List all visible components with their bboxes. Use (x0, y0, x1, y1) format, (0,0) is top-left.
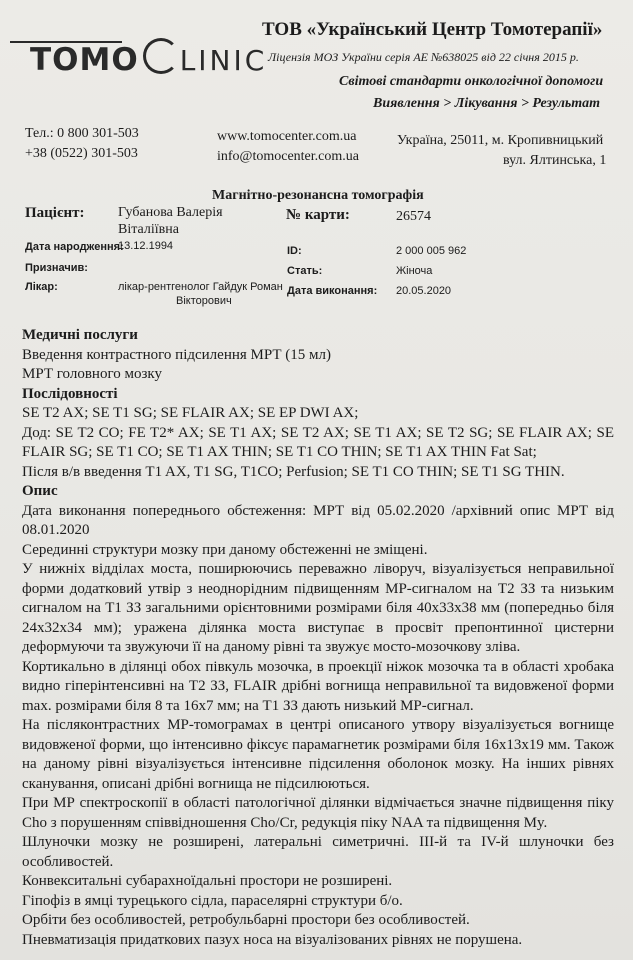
logo-c-mark (143, 38, 179, 74)
doctor-line-1: лікар-рентгенолог Гайдук Роман (118, 281, 283, 293)
description-heading: Опис (22, 483, 58, 499)
tomoclinic-logo (30, 38, 267, 78)
email: info@tomocenter.com.ua (217, 149, 359, 164)
phone-2: +38 (0522) 301-503 (25, 146, 138, 161)
patient-name-2: Віталіївна (118, 222, 179, 237)
patient-label: Пацієнт: (25, 205, 85, 221)
description-paragraph: Кортикально в ділянці обох півкуль мозочка, в проекції ніжок мозочка та в області хробака видно гіперінтенсивні на Т2 ЗЗ, FLAIR дрібні вогнища неправильної та видовженої форми max. розмірами біля 8 та 16х7 мм; на Т1 ЗЗ дають низький МР-сигнал. (22, 658, 614, 714)
description-paragraph: Гіпофіз в ямці турецького сідла, параселярні структури б/о. (22, 892, 403, 909)
service-item: МРТ головного мозку (22, 366, 162, 382)
sequences-heading: Послідовності (22, 385, 118, 402)
description-paragraph: Шлуночки мозку не розширені, латеральні симетричні. ІІІ-й та IV-й шлуночки без особливостей. (22, 834, 614, 870)
card-number: 26574 (396, 209, 431, 224)
description-paragraph: У нижніх відділах моста, поширюючись переважно ліворуч, візуалізується неправильної форми додатковий утвір з неоднорідним підвищенням МР-сигналом на Т2 ЗЗ та низьким сигналом на Т1 ЗЗ загальними орієнтовними розмірами біля 40х33х38 мм (попередньо біля 24х32х34 мм); уражена ділянка моста виступає в просвіт препонтинної цистерни деформуючи та звужуючи її на даному рівні та звужує мосто-мозочкову зліва. (22, 561, 614, 655)
sequence-line: Після в/в введення T1 AX, T1 SG, T1CO; Perfusion; SE T1 CO THIN; SE T1 SG THIN. (22, 463, 565, 480)
description-paragraph: При МР спектроскопії в області патологічної ділянки відмічається значне підвищення піку Cho з порушенням співвідношення Cho/Cr, редукція піку NAA та підвищення My. (22, 795, 614, 831)
referred-label: Призначив: (25, 262, 88, 274)
sex-label: Стать: (287, 265, 323, 277)
document-title: Магнітно-резонансна томографія (212, 188, 424, 203)
slogan-line: Виявлення > Лікування > Результат (373, 96, 601, 111)
standards-line: Світові стандарти онкологічної допомоги (339, 74, 604, 89)
description-paragraph: Конвекситальні субарахноїдальні простори не розширені. (22, 873, 393, 889)
patient-name-1: Губанова Валерія (118, 205, 223, 220)
exam-date-value: 20.05.2020 (396, 285, 452, 297)
service-item: Введення контрастного підсилення МРТ (15 мл) (22, 346, 332, 363)
description-paragraph: Орбіти без особливостей, ретробульбарні простори без особливостей. (22, 912, 470, 928)
logo-text-tomo: TOMO (30, 42, 139, 78)
id-label: ID: (287, 245, 302, 257)
logo-text-linic: LINIC (179, 44, 268, 77)
exam-date-label: Дата виконання: (287, 285, 378, 297)
description-paragraph: На післяконтрастних МР-томограмах в центрі описаного утвору візуалізується вогнище видовженої форми, що інтенсивно фіксує парамагнетик розмірами біля 16х13х19 мм. Також на даному рівні візуалізується інтенсивне підсилення оболонок мозку. На інших рівнях сканування, описані дрібні вогнища не підсилюються. (22, 717, 614, 792)
doctor-label: Лікар: (25, 281, 58, 293)
phone-1: Тел.: 0 800 301-503 (25, 126, 139, 141)
report-body (22, 326, 614, 950)
services-heading: Медичні послуги (22, 327, 138, 343)
license-line: Ліцензія МОЗ України серія АЕ №638025 від 22 січня 2015 р. (268, 50, 579, 64)
sequence-line: Дод: SE T2 CO; FE T2* AX; SE T1 AX; SE T2 AX; SE T1 AX; SE T2 SG; SE FLAIR AX; SE FLAIR SG; SE T1 CO; SE T1 AX THIN; SE T1 CO THIN; SE T1 AX THIN Fat Sat; (22, 424, 614, 460)
description-paragraph: Пневматизація придаткових пазух носа на візуалізованих рівнях не порушена. (22, 931, 523, 948)
birthdate-label: Дата народження: (25, 241, 124, 253)
doctor-line-2: Вікторович (176, 295, 232, 307)
address-line-2: вул. Ялтинська, 1 (503, 153, 607, 168)
birthdate-value: 13.12.1994 (118, 240, 174, 252)
address-line-1: Україна, 25011, м. Кропивницький (397, 133, 604, 148)
sex-value: Жіноча (396, 265, 433, 277)
sequence-line: SE T2 AX; SE T1 SG; SE FLAIR AX; SE EP DWI AX; (22, 405, 359, 421)
description-paragraph: Дата виконання попереднього обстеження: МРТ від 05.02.2020 /архівний опис МРТ від 08.01.2020 (22, 502, 614, 538)
company-name: ТОВ «Український Центр Томотерапії» (262, 19, 603, 40)
description-paragraph: Серединні структури мозку при даному обстеженні не зміщені. (22, 541, 428, 558)
id-value: 2 000 005 962 (396, 245, 467, 257)
website: www.tomocenter.com.ua (217, 129, 357, 144)
card-label: № карти: (286, 207, 350, 223)
